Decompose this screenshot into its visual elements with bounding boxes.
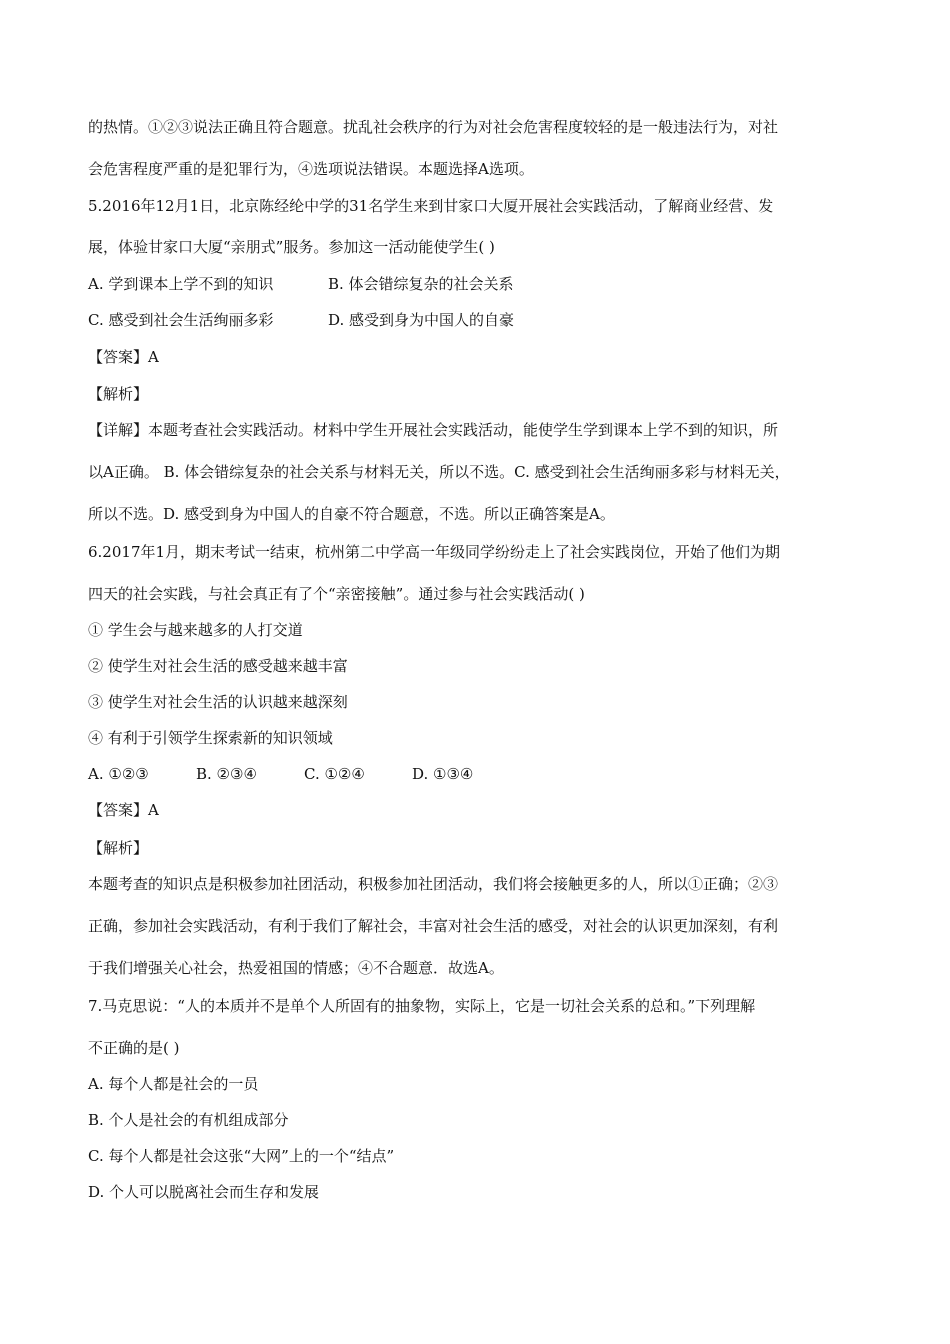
option-b: B. ②③④ <box>196 765 257 783</box>
option-c: C. 感受到社会生活绚丽多彩 <box>88 311 274 329</box>
text-line: 的热情。①②③说法正确且符合题意。扰乱社会秩序的行为对社会危害程度较轻的是一般违法行为，对社 <box>88 118 779 136</box>
question-5-options-row <box>88 310 514 330</box>
explanation-line: 【详解】本题考查社会实践活动。材料中学生开展社会实践活动，能使学生学到课本上学不到的知识，所 <box>88 421 779 439</box>
option-c: C. 每个人都是社会这张“大网”上的一个“结点” <box>88 1147 395 1165</box>
statement-item: ② 使学生对社会生活的感受越来越丰富 <box>88 657 348 675</box>
question-6-stem: 四天的社会实践，与社会真正有了个“亲密接触”。通过参与社会实践活动( ) <box>88 585 585 603</box>
analysis-label: 【解析】 <box>88 839 149 857</box>
option-d: D. 感受到身为中国人的自豪 <box>328 311 515 329</box>
option-a: A. 每个人都是社会的一员 <box>88 1075 259 1093</box>
statement-item: ① 学生会与越来越多的人打交道 <box>88 621 303 639</box>
option-d: D. 个人可以脱离社会而生存和发展 <box>88 1183 320 1201</box>
question-7-stem: 7.马克思说：“人的本质并不是单个人所固有的抽象物，实际上，它是一切社会关系的总和。”下列理解 <box>88 997 756 1015</box>
text-line: 会危害程度严重的是犯罪行为，④选项说法错误。本题选择A选项。 <box>88 160 534 178</box>
question-5-stem: 展，体验甘家口大厦“亲朋式”服务。参加这一活动能使学生( ) <box>88 238 495 256</box>
question-7-stem: 不正确的是( ) <box>88 1039 180 1057</box>
explanation-line: 本题考查的知识点是积极参加社团活动，积极参加社团活动，我们将会接触更多的人，所以①正确；②③ <box>88 875 779 893</box>
option-d: D. ①③④ <box>412 765 474 783</box>
analysis-label: 【解析】 <box>88 385 149 403</box>
question-6-stem: 6.2017年1月，期末考试一结束，杭州第二中学高一年级同学纷纷走上了社会实践岗位，开始了他们为期 <box>88 543 781 561</box>
explanation-line: 于我们增强关心社会，热爱祖国的情感；④不合题意．故选A。 <box>88 959 504 977</box>
explanation-line: 正确，参加社会实践活动，有利于我们了解社会，丰富对社会生活的感受，对社会的认识更加深刻，有利 <box>88 917 779 935</box>
statement-item: ④ 有利于引领学生探索新的知识领域 <box>88 729 333 747</box>
answer-label: 【答案】A <box>88 801 159 819</box>
question-6-options-row <box>88 764 473 784</box>
answer-label: 【答案】A <box>88 348 159 366</box>
option-b: B. 体会错综复杂的社会关系 <box>328 275 514 293</box>
option-b: B. 个人是社会的有机组成部分 <box>88 1111 289 1129</box>
option-a: A. ①②③ <box>88 765 149 783</box>
explanation-line: 所以不选。D. 感受到身为中国人的自豪不符合题意，不选。所以正确答案是A。 <box>88 505 615 523</box>
question-5-options-row <box>88 274 514 294</box>
option-c: C. ①②④ <box>304 765 365 783</box>
option-a: A. 学到课本上学不到的知识 <box>88 275 274 293</box>
explanation-line: 以A正确。 B. 体会错综复杂的社会关系与材料无关，所以不选。C. 感受到社会生活绚丽多彩与材料无关， <box>88 463 790 481</box>
question-5-stem: 5.2016年12月1日，北京陈经纶中学的31名学生来到甘家口大厦开展社会实践活动，了解商业经营、发 <box>88 197 774 215</box>
statement-item: ③ 使学生对社会生活的认识越来越深刻 <box>88 693 348 711</box>
